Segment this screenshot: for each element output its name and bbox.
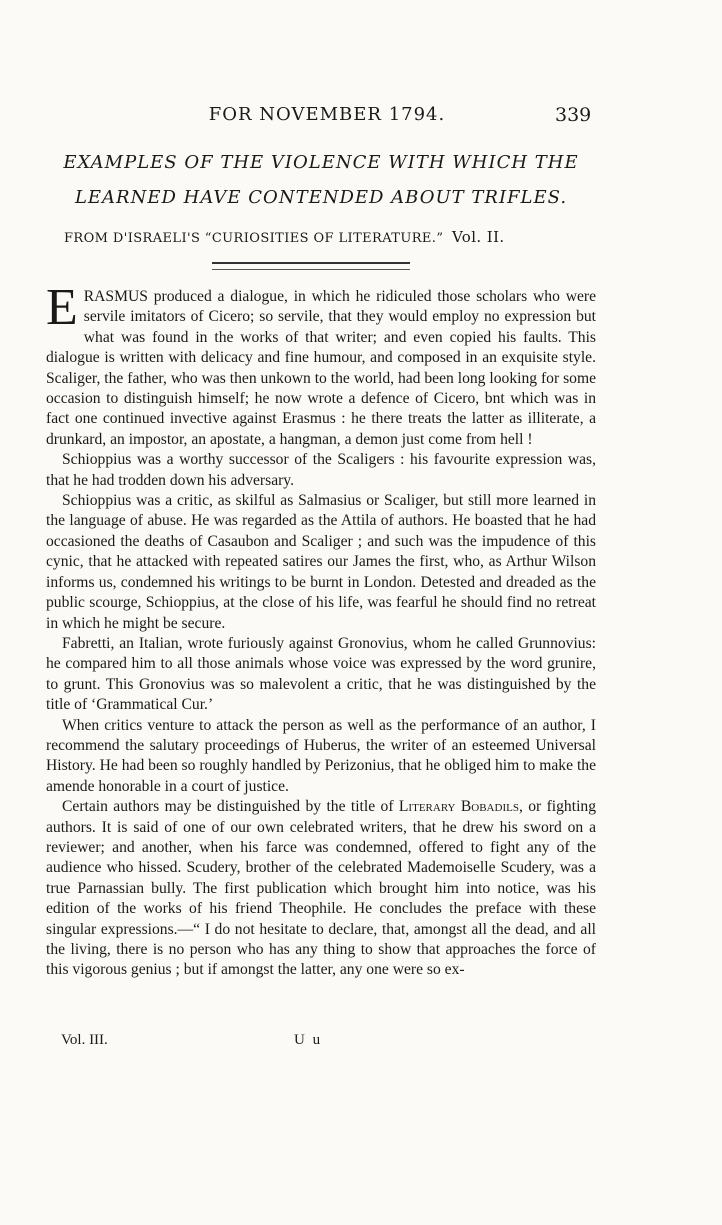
- article-title-line-1: EXAMPLES OF THE VIOLENCE WITH WHICH THE: [63, 152, 579, 173]
- paragraph-3: Schioppius was a critic, as skilful as Salmasius or Scaliger, but still more learned in the language of abuse. He was regarded as the Attila of authors. He boasted that he had occasioned the deaths of Casaubon and Scaliger ; and such was the impudence of this cynic, that he attacked with repeated satires our James the first, who, as Arthur Wilson informs us, condemned his writings to be burnt in London. Detested and dreaded as the public scourge, Schioppius, at the close of his life, was fearful he should find no retreat in which he might be secure.: [46, 492, 596, 632]
- paragraph-6: [46, 797, 596, 981]
- page-number: 339: [555, 104, 592, 126]
- footer-volume: Vol. III.: [61, 1032, 108, 1048]
- drop-cap: E: [46, 279, 78, 336]
- paragraph-1: [46, 279, 596, 450]
- paragraph-1-text: RASMUS produced a dialogue, in which he ridiculed those scholars who were servile imitators of Cicero; so servile, that they would employ no expression but what was found in the works of that writer; and even copied his faults. This dialogue is written with delicacy and fine humour, and composed in an exquisite style. Scaliger, the father, who was then unkown to the world, had been long looking for some occasion to distinguish himself; he now wrote a defence of Cicero, bnt which was in fact one continued invective against Erasmus : he there treats the latter as illiterate, a drunkard, an impostor, an apostate, a hangman, a demon just come from hell !: [46, 288, 596, 448]
- signature-mark: U u: [294, 1032, 323, 1048]
- article-body: [46, 279, 596, 981]
- paragraph-5: When critics venture to attack the person as well as the performance of an author, I recommend the salutary proceedings of Huberus, the writer of an esteemed Universal History. He had been so roughly handled by Perizonius, that he obliged him to make the amende honorable in a court of justice.: [46, 716, 596, 795]
- source-text: FROM D'ISRAELI'S “CURIOSITIES OF LITERATURE.”: [64, 231, 444, 246]
- paragraph-2: Schioppius was a worthy successor of the Scaligers : his favourite expression was, that he had trodden down his adversary.: [46, 451, 596, 489]
- article-title-line-2: LEARNED HAVE CONTENDED ABOUT TRIFLES.: [74, 187, 568, 208]
- source-volume: Vol. II.: [451, 228, 505, 246]
- paragraph-4: Fabretti, an Italian, wrote furiously against Gronovius, whom he called Grunnovius: he compared him to all those animals whose voice was expressed by the word grunire, to grunt. This Gronovius was so malevolent a critic, that he was distinguished by the title of ‘Grammatical Cur.’: [46, 634, 596, 714]
- source-line: [64, 228, 610, 246]
- paragraph-6-start: Certain authors may be distinguished by the title of: [62, 798, 399, 816]
- page-footer: [61, 1032, 602, 1049]
- paragraph-6-rest: , or fighting authors. It is said of one of our own celebrated writers, that he drew his sword on a reviewer; and another, when his farce was condemned, offered to fight any of the audience who hissed. Scudery, brother of the celebrated Mademoiselle Scudery, was a true Parnassian bully. The first publication which brought him into notice, was his edition of the works of his friend Theophile. He concludes the preface with these singular expressions.—“ I do not hesitate to declare, that, amongst all the dead, and all the living, there is no person who has any thing to show that approaches the force of this vigorous genius ; but if amongst the latter, any one were so ex-: [46, 798, 596, 979]
- title-rule: [212, 262, 410, 270]
- running-head: FOR NOVEMBER 1794.: [208, 104, 446, 125]
- literary-bobadils: Literary Bobadils: [398, 798, 519, 816]
